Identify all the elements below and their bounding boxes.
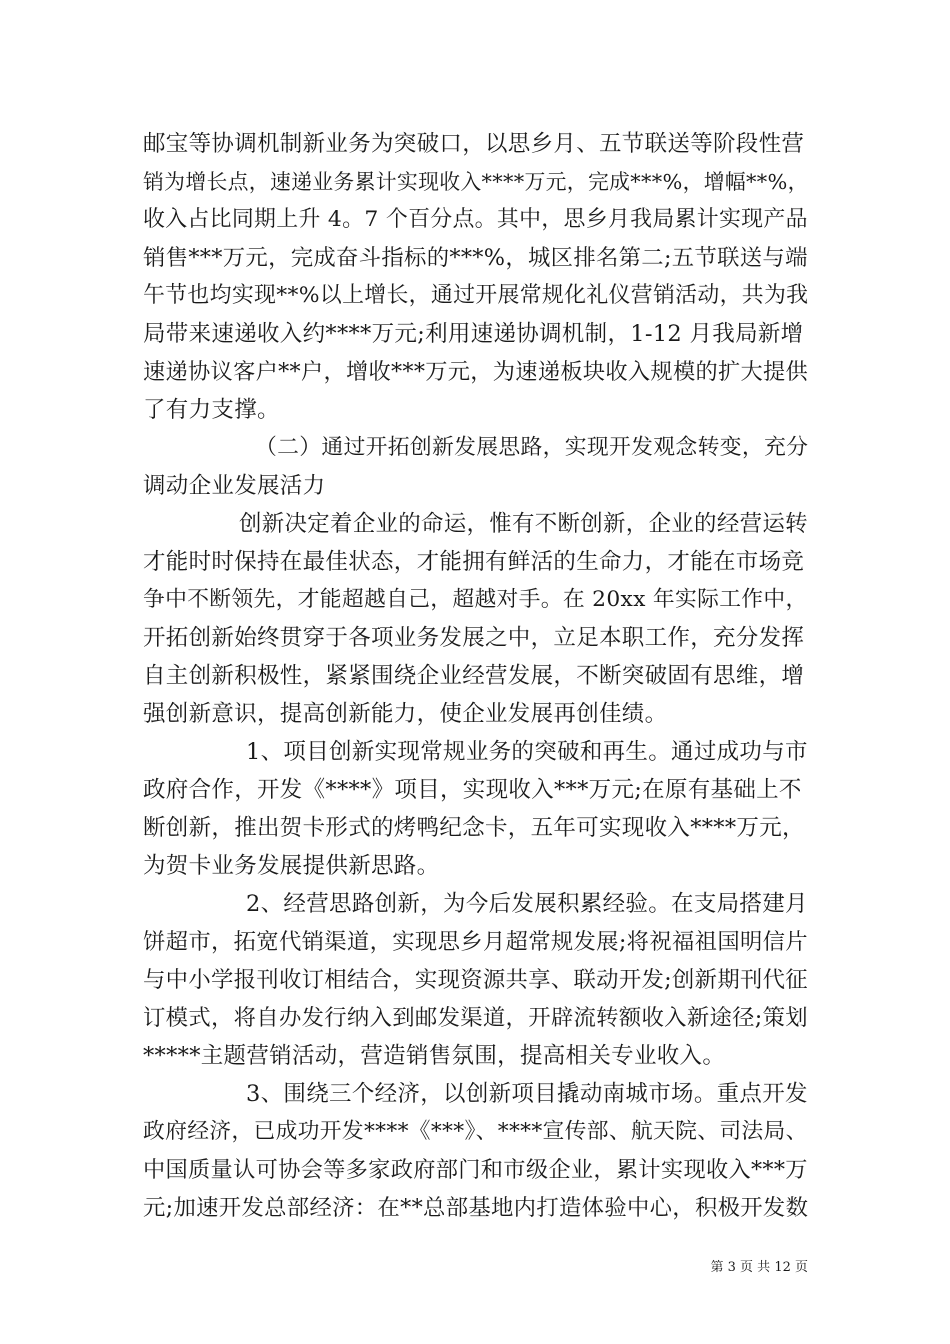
text-line: 收入占比同期上升 4。7 个百分点。其中，思乡月我局累计实现产品 (143, 207, 808, 232)
text-line: 中国质量认可协会等多家政府部门和市级企业，累计实现收入***万 (143, 1157, 808, 1183)
text-line: 了有力支撑。 (143, 397, 280, 423)
text-line: 才能时时保持在最佳状态，才能拥有鲜活的生命力，才能在市场竞 (143, 549, 805, 575)
text-line: 争中不断领先，才能超越自己，超越对手。在 20xx 年实际工作中， (143, 587, 808, 612)
text-line: （二）通过开拓创新发展思路，实现开发观念转变，充分 (255, 435, 809, 460)
text-line: 订模式，将自办发行纳入到邮发渠道，开辟流转额收入新途径;策划 (143, 1005, 808, 1031)
text-line: 1、项目创新实现常规业务的突破和再生。通过成功与市 (246, 739, 808, 765)
text-line: 政府合作，开发《****》项目，实现收入***万元;在原有基础上不 (143, 777, 802, 803)
text-line: 邮宝等协调机制新业务为突破口，以思乡月、五节联送等阶段性营 (143, 131, 805, 157)
text-line: 3、围绕三个经济，以创新项目撬动南城市场。重点开发 (246, 1081, 808, 1107)
text-line: 销售***万元，完成奋斗指标的***%，城区排名第二;五节联送与端 (143, 245, 808, 271)
text-line: *****主题营销活动，营造销售氛围，提高相关专业收入。 (143, 1043, 726, 1069)
text-line: 自主创新积极性，紧紧围绕企业经营发展，不断突破固有思维，增 (143, 663, 805, 689)
text-line: 开拓创新始终贯穿于各项业务发展之中，立足本职工作，充分发挥 (143, 625, 805, 651)
text-line: 政府经济，已成功开发****《***》、****宣传部、航天院、司法局、 (143, 1119, 808, 1144)
text-line: 销为增长点，速递业务累计实现收入****万元，完成***%，增幅**%， (143, 170, 809, 194)
text-line: 与中小学报刊收订相结合，实现资源共享、联动开发;创新期刊代征 (143, 967, 808, 993)
text-line: 2、经营思路创新，为今后发展积累经验。在支局搭建月 (246, 891, 808, 917)
text-line: 断创新，推出贺卡形式的烤鸭纪念卡，五年可实现收入****万元， (143, 815, 805, 841)
text-line: 元;加速开发总部经济：在**总部基地内打造体验中心，积极开发数 (143, 1195, 809, 1221)
text-line: 午节也均实现**%以上增长，通过开展常规化礼仪营销活动，共为我 (143, 283, 809, 308)
text-line: 为贺卡业务发展提供新思路。 (143, 853, 440, 879)
text-line: 创新决定着企业的命运，惟有不断创新，企业的经营运转 (239, 511, 808, 537)
page-number-footer: 第 3 页 共 12 页 (710, 1260, 808, 1275)
text-line: 局带来速递收入约****万元;利用速递协调机制，1-12 月我局新增 (143, 321, 804, 347)
text-line: 调动企业发展活力 (143, 473, 326, 499)
text-line: 饼超市，拓宽代销渠道，实现思乡月超常规发展;将祝福祖国明信片 (143, 929, 808, 955)
text-line: 速递协议客户**户，增收***万元，为速递板块收入规模的扩大提供 (143, 359, 809, 385)
text-line: 强创新意识，提高创新能力，使企业发展再创佳绩。 (143, 701, 668, 727)
